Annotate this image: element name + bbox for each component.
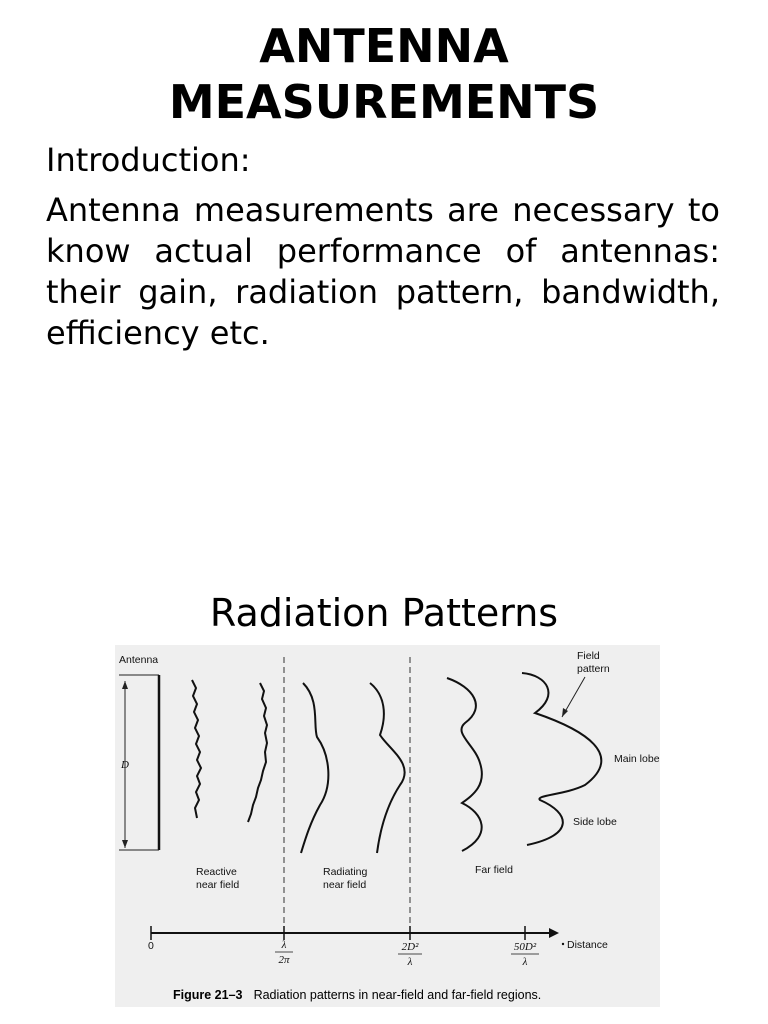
reactive-label-2: near field [196, 879, 240, 891]
radiation-pattern-diagram [115, 645, 660, 1007]
dimension-arrow-top [122, 681, 128, 689]
radiating-label-2: near field [323, 879, 367, 891]
slide-title [0, 18, 768, 130]
far-field-pattern-1 [447, 678, 482, 851]
radiation-pattern-figure [115, 645, 660, 1007]
reactive-pattern-2 [248, 683, 267, 822]
axis-zero-label: 0 [148, 940, 154, 952]
reactive-label-1: Reactive [196, 866, 237, 878]
field-pattern-label-1: Field [577, 650, 600, 662]
tick1-denominator: 2π [278, 954, 290, 966]
intro-paragraph: Antenna measurements are necessary to know actual performance of antennas: their gain, radiation pattern, bandwidth, efficiency etc. [46, 191, 720, 352]
section-title: Radiation Patterns [209, 591, 559, 635]
radiating-pattern-2 [370, 683, 405, 853]
tick1-numerator: λ [281, 939, 287, 951]
radiating-label-1: Radiating [323, 866, 368, 878]
antenna-label: Antenna [119, 654, 159, 666]
dimension-arrow-bottom [122, 840, 128, 848]
radiating-pattern-1 [301, 683, 328, 853]
far-field-label: Far field [475, 864, 513, 876]
dimension-label: D [121, 759, 129, 771]
distance-dot [562, 943, 564, 945]
tick3-numerator: 50D² [513, 941, 537, 953]
caption-text: Radiation patterns in near-field and far-field regions. [253, 988, 542, 1002]
figure-caption [173, 984, 541, 1003]
title-line-2: MEASUREMENTS [168, 75, 600, 129]
caption-figure-number: Figure 21–3 [173, 988, 243, 1002]
field-pattern-arrowhead [562, 708, 568, 717]
distance-label: Distance [567, 939, 608, 951]
field-pattern-label-2: pattern [577, 663, 610, 675]
distance-axis-arrow [549, 928, 559, 938]
reactive-pattern-1 [192, 680, 201, 818]
main-lobe-label: Main lobe [614, 753, 660, 765]
side-lobe-label: Side lobe [573, 816, 617, 828]
tick3-denominator: λ [522, 956, 528, 968]
intro-label: Introduction: [46, 141, 251, 179]
tick2-denominator: λ [407, 956, 413, 968]
tick2-numerator: 2D² [401, 941, 419, 953]
title-line-1: ANTENNA [259, 19, 509, 73]
